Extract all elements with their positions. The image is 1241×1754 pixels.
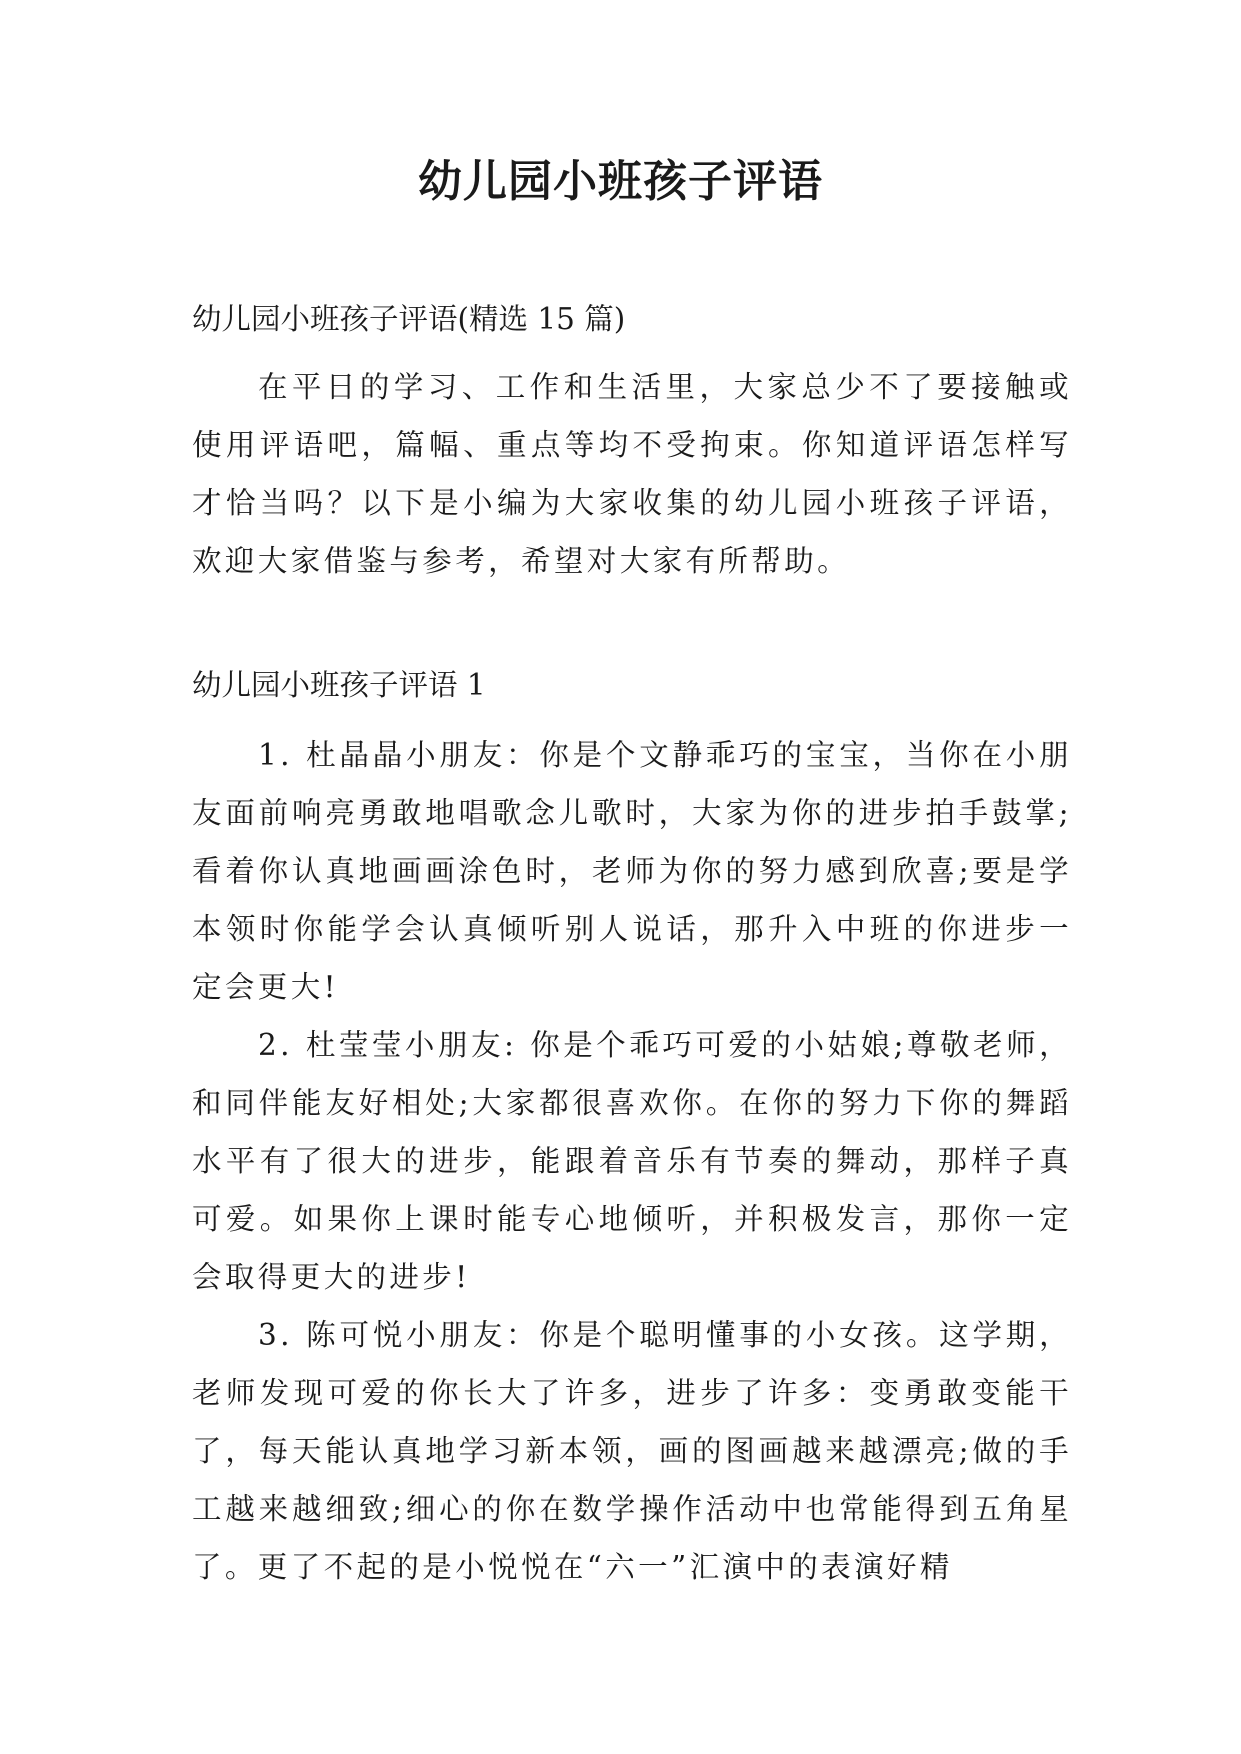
comment-item-2: 2. 杜莹莹小朋友: 你是个乖巧可爱的小姑娘;尊敬老师，和同伴能友好相处;大家都很喜欢你。在你的努力下你的舞蹈水平有了很大的进步，能跟着音乐有节奏的舞动，那样子真可爱。如果你上课时能专心地倾听，并积极发言，那你一定会取得更大的进步! xyxy=(192,1028,1072,1294)
intro-paragraph: 在平日的学习、工作和生活里，大家总少不了要接触或使用评语吧，篇幅、重点等均不受拘束。你知道评语怎样写才恰当吗？以下是小编为大家收集的幼儿园小班孩子评语，欢迎大家借鉴与参考，希望对大家有所帮助。 xyxy=(192,370,1072,578)
document-title: 幼儿园小班孩子评语 xyxy=(418,156,823,207)
section-heading: 幼儿园小班孩子评语 1 xyxy=(192,668,486,702)
document-body xyxy=(192,290,1072,1596)
comment-item-3: 3. 陈可悦小朋友：你是个聪明懂事的小女孩。这学期，老师发现可爱的你长大了许多，进步了许多：变勇敢变能干了，每天能认真地学习新本领，画的图画越来越漂亮;做的手工越来越细致;细心的你在数学操作活动中也常能得到五角星了。更了不起的是小悦悦在“六一”汇演中的表演好精 xyxy=(192,1318,1072,1584)
comment-item-1: 1. 杜晶晶小朋友：你是个文静乖巧的宝宝，当你在小朋友面前响亮勇敢地唱歌念儿歌时，大家为你的进步拍手鼓掌;看着你认真地画画涂色时，老师为你的努力感到欣喜;要是学本领时你能学会认真倾听别人说话，那升入中班的你进步一定会更大! xyxy=(192,738,1072,1004)
document-subtitle: 幼儿园小班孩子评语(精选 15 篇) xyxy=(192,302,626,336)
